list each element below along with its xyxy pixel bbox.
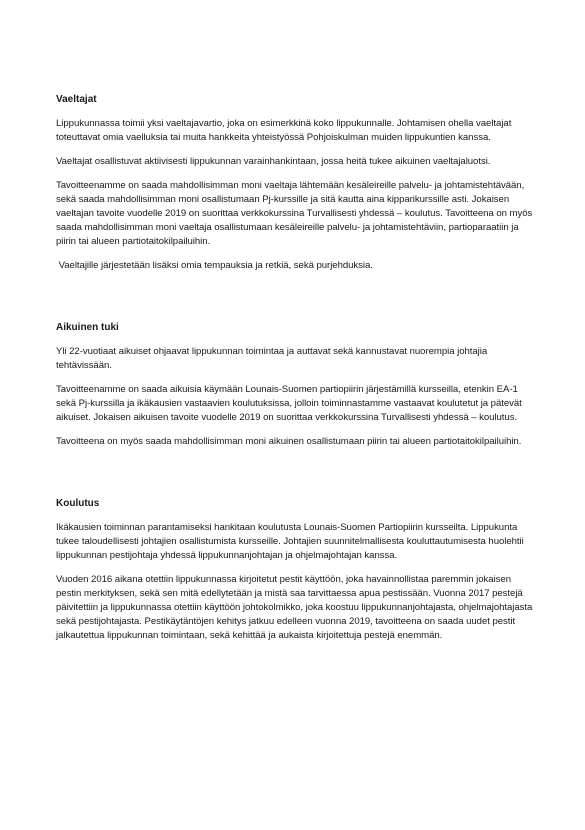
paragraph: Tavoitteena on myös saada mahdollisimman moni aikuinen osallistumaan piirin tai alueen partiotaitokilpailuihin. [56, 436, 522, 447]
section-aikuinen-tuki [56, 321, 534, 449]
section-heading: Aikuinen tuki [56, 322, 119, 333]
paragraph: Tavoitteenamme on saada mahdollisimman moni vaeltaja lähtemään kesäleireille palvelu- ja johtamistehtävään, sekä saada mahdollisimman moni osallistumaan Pj-kurssille ja sitä kautta aina kipparikurssille asti. Jokaisen vaeltajan tavoite vuodelle 2019 on suorittaa verkkokurssina Turvallisesti yhdessä – koulutus. Tavoitteena on myös saada mahdollisimman moni vaeltaja osallistumaan kesäleireille palvelu- ja johtamistehtäviin, partioparaatiin ja piirin tai alueen partiotaitokilpailuihin. [56, 180, 533, 247]
paragraph: Yli 22-vuotiaat aikuiset ohjaavat lippukunnan toimintaa ja auttavat sekä kannustavat nuorempia johtajia tehtävissään. [56, 346, 488, 371]
document-body [56, 93, 534, 653]
section-vaeltajat [56, 93, 534, 273]
paragraph: Tavoitteenamme on saada aikuisia käymään Lounais-Suomen partiopiirin järjestämillä kursseilla, etenkin EA-1 sekä Pj-kurssilla ja ikäkausien vastaavien koulutuksissa, jolloin toiminnastamme vastaavat koulutetut ja pätevät aikuiset. Jokaisen aikuisen tavoite vuodelle 2019 on suorittaa verkkokurssina Turvallisesti yhdessä – koulutus. [56, 384, 522, 423]
paragraph: Vaeltajat osallistuvat aktiivisesti lippukunnan varainhankintaan, jossa heitä tukee aikuinen vaeltajaluotsi. [56, 156, 491, 167]
section-heading: Koulutus [56, 498, 100, 509]
section-heading: Vaeltajat [56, 94, 97, 105]
paragraph: Lippukunnassa toimii yksi vaeltajavartio, joka on esimerkkinä koko lippukunnalle. Johtamisen ohella vaeltajat toteuttavat omia vaelluksia tai muita hankkeita yhteistyössä Pohjoiskulman muiden lippukuntien kanssa. [56, 118, 512, 143]
paragraph: Vaeltajille järjestetään lisäksi omia tempauksia ja retkiä, sekä purjehduksia. [56, 260, 373, 271]
section-koulutus [56, 497, 534, 643]
paragraph: Ikäkausien toiminnan parantamiseksi hankitaan koulutusta Lounais-Suomen Partiopiirin kursseilta. Lippukunta tukee taloudellisesti johtajien osallistumista kursseille. Johtajien suunnitelmallisesta kouluttautumisesta huolehtii lippukunnan pestijohtaja yhdessä lippukunnanjohtajan ja ohjelmajohtajan kanssa. [56, 522, 524, 561]
paragraph: Vuoden 2016 aikana otettiin lippukunnassa kirjoitetut pestit käyttöön, joka havainnollistaa paremmin jokaisen pestin merkityksen, sekä sen mitä edellytetään ja mistä saa tarvittaessa apua pestissään. Vuonna 2017 pestejä päivitettiin ja lippukunnassa otettiin käyttöön johtokolmikko, joka koostuu lippukunnanjohtajasta, ohjelmajohtajasta sekä pestijohtajasta. Pestikäytäntöjen kehitys jatkuu edelleen vuonna 2019, tavoitteena on saada uudet pestit jalkautettua lippukunnan toimintaan, sekä kehittää ja aukaista kirjoitettuja pestejä enemmän. [56, 574, 533, 641]
section-spacer [56, 459, 534, 497]
section-spacer [56, 283, 534, 321]
